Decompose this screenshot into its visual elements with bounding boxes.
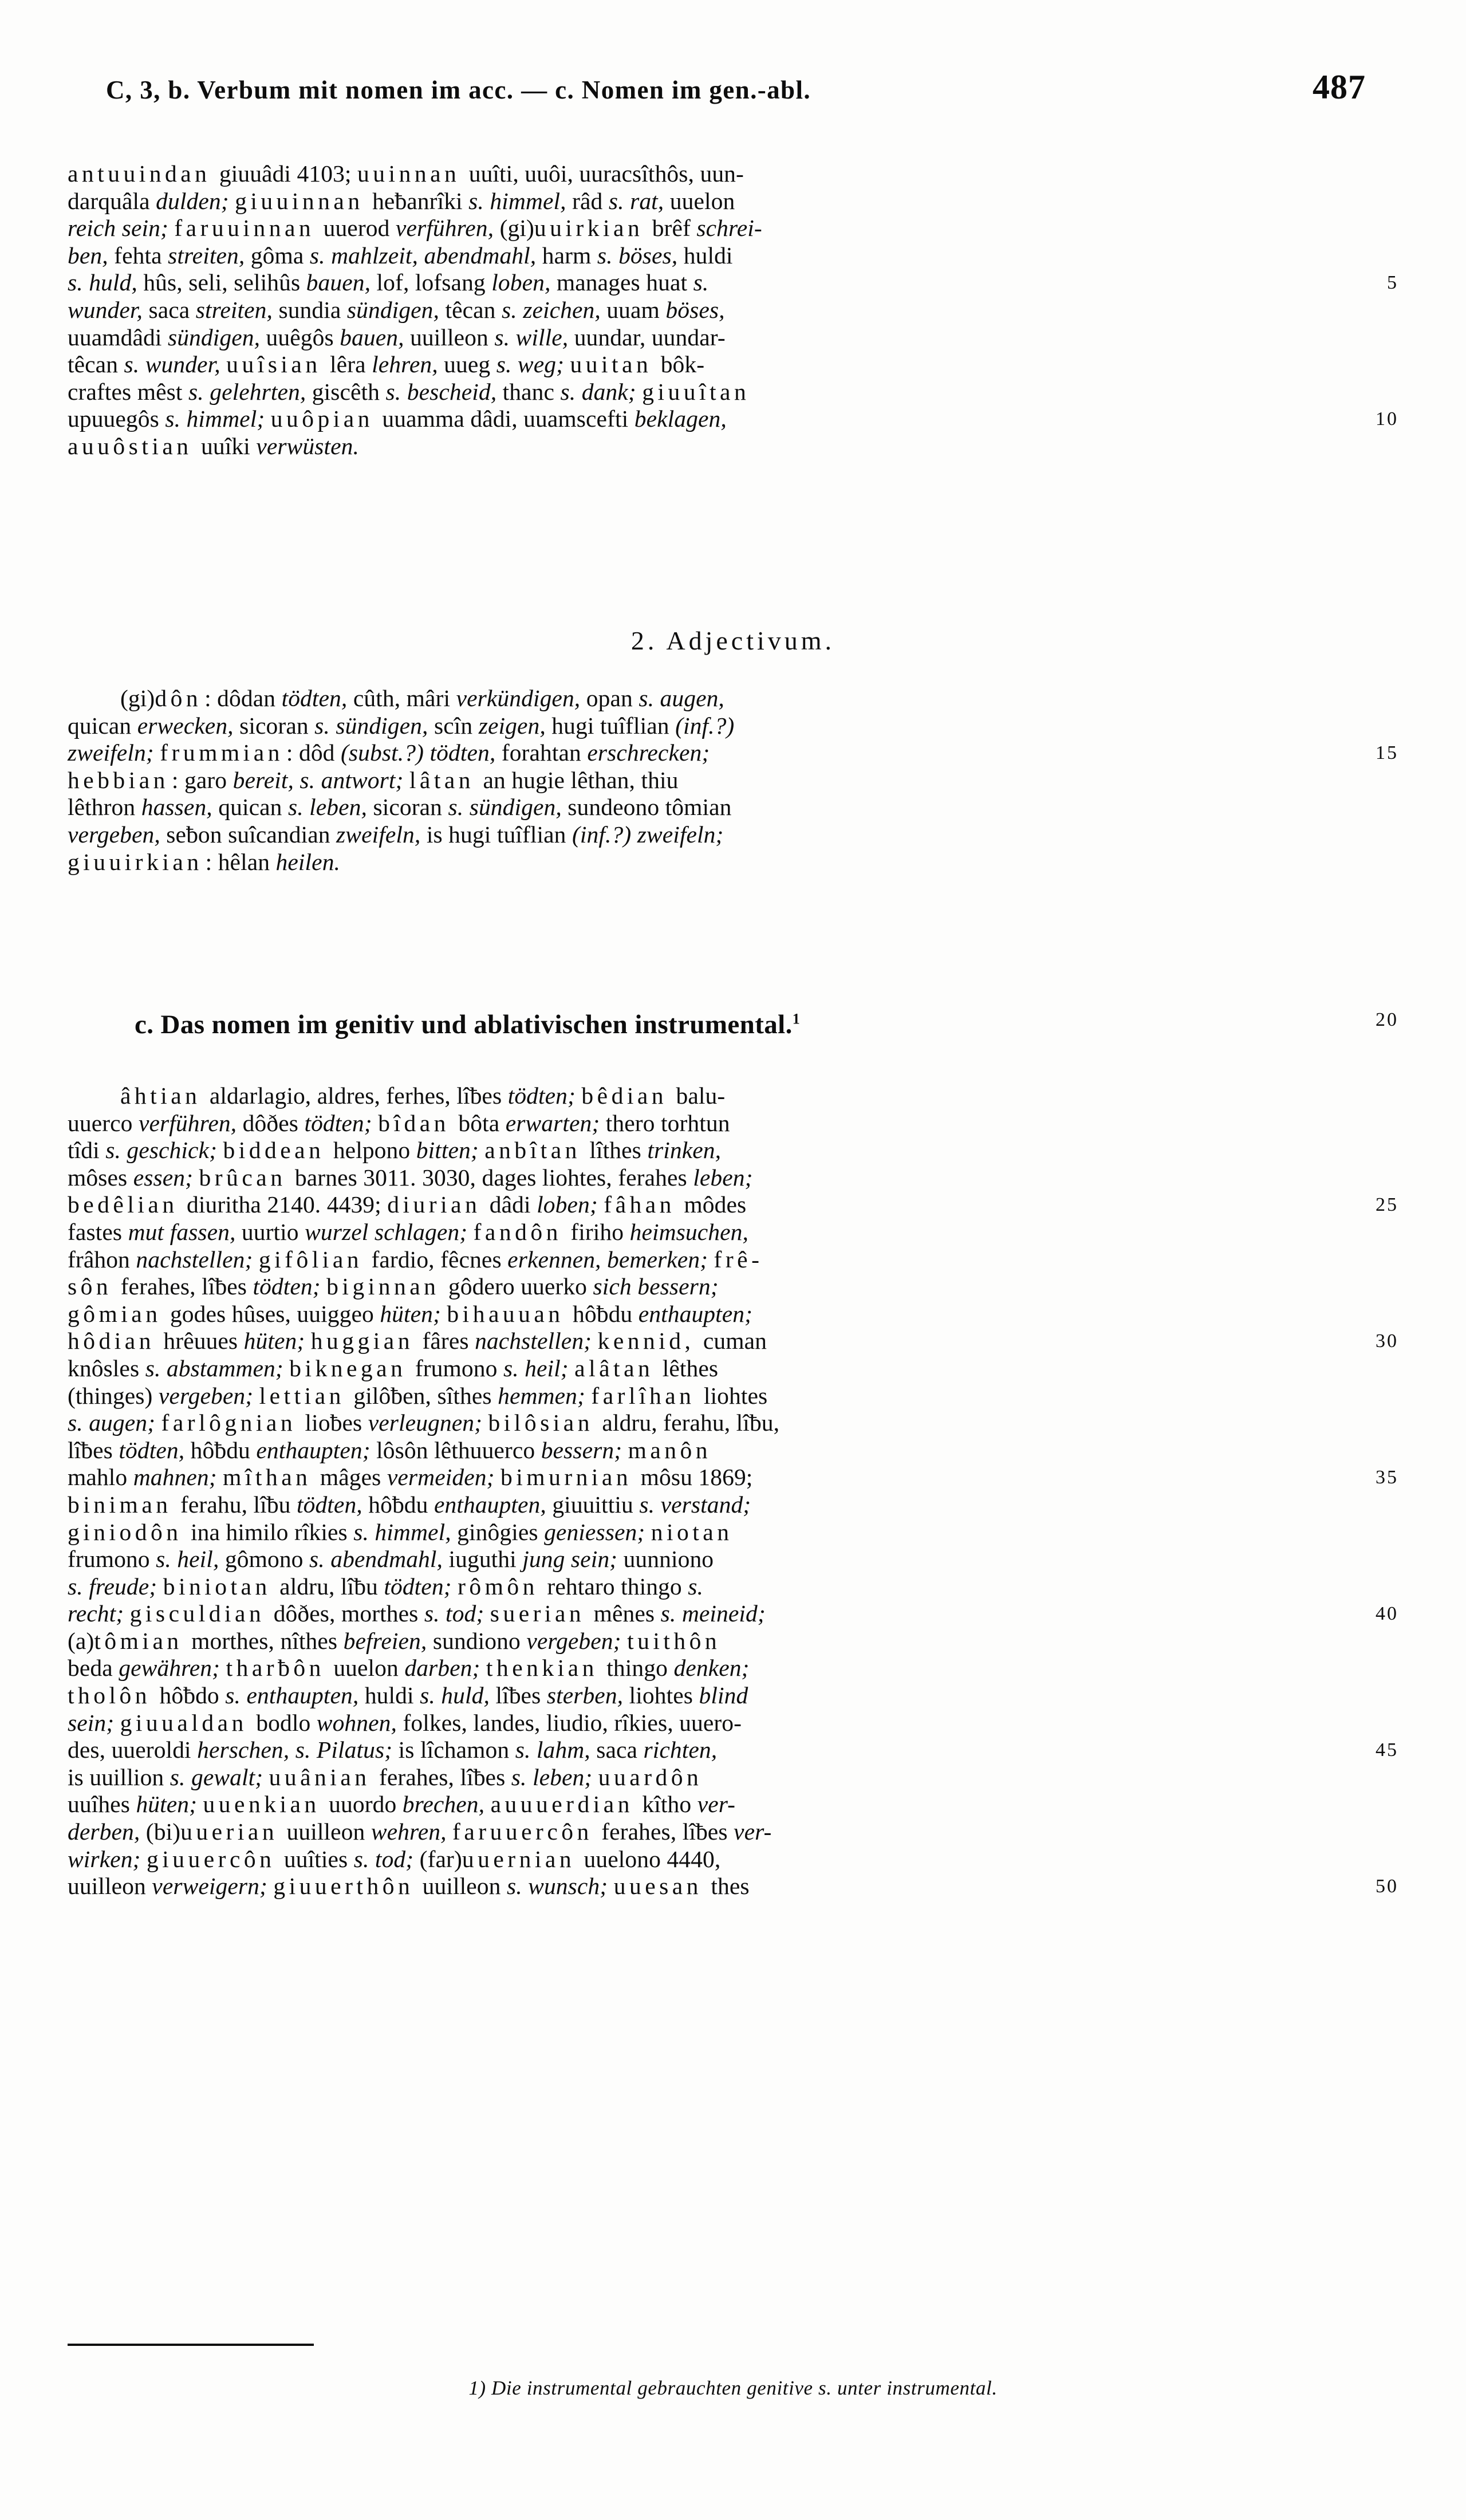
text-line: [68, 160, 1398, 188]
text-line: [68, 1137, 1398, 1164]
section-verbum-body: [68, 160, 1398, 460]
text-line: [68, 324, 1398, 352]
text-line-content: knôsles s. abstammen; biknegan frumono s. heil; alâtan lêthes: [68, 1354, 719, 1381]
text-line: [68, 1273, 1398, 1301]
text-line-content: wirken; giuuercôn uuîties s. tod; (far)uuernian uuelono 4440,: [68, 1845, 721, 1872]
text-line: [68, 1655, 1398, 1682]
text-line: [68, 1301, 1398, 1328]
text-line: [68, 685, 1398, 712]
text-line-content: beda gewähren; tharƀôn uuelon darben; thenkian thingo denken;: [68, 1655, 750, 1682]
text-line: [68, 1082, 1398, 1110]
text-line: [68, 821, 1398, 849]
text-line: [68, 351, 1398, 379]
text-line-content: lêthron hassen, quican s. leben, sicoran s. sündigen, sundeono tômian: [68, 794, 732, 821]
text-line: [68, 1873, 1398, 1900]
text-line-content: vergeben, seƀon suîcandian zweifeln, is hugi tuîflian (inf.?) zweifeln;: [68, 821, 724, 848]
text-line: [68, 767, 1398, 794]
footnote-rule: [68, 2344, 314, 2346]
text-line: [68, 794, 1398, 821]
line-number-marker: 50: [1376, 1876, 1398, 1897]
text-line-content: recht; gisculdian dôðes, morthes s. tod; suerian mênes s. meineid;: [68, 1600, 766, 1627]
text-line-content: sôn ferahes, lîƀes tödten; biginnan gôdero uuerko sich bessern;: [68, 1273, 719, 1300]
text-line-content: uuamdâdi sündigen, uuêgôs bauen, uuilleon s. wille, uundar, uundar-: [68, 324, 726, 351]
text-line-content: têcan s. wunder, uuîsian lêra lehren, uueg s. weg; uuitan bôk-: [68, 351, 705, 378]
text-line-content: derben, (bi)uuerian uuilleon wehren, faruuercôn ferahes, lîƀes ver-: [68, 1818, 772, 1845]
text-line-content: biniman ferahu, lîƀu tödten, hôƀdu enthaupten, giuuittiu s. verstand;: [68, 1491, 751, 1518]
text-line-content: reich sein; faruuinnan uuerod verführen, (gi)uuirkian brêf schrei-: [68, 215, 762, 242]
footnote-text: Die instrumental gebrauchten genitive s. unter instrumental.: [491, 2377, 998, 2399]
text-line: [68, 1764, 1398, 1791]
line-number-marker: 20: [1376, 1009, 1398, 1030]
text-line: [68, 739, 1398, 767]
text-line-content: ben, fehta streiten, gôma s. mahlzeit, abendmahl, harm s. böses, huldi: [68, 242, 733, 269]
text-line-content: auuôstian uuîki verwüsten.: [68, 432, 359, 459]
text-line: [68, 1328, 1398, 1355]
text-line-content: sein; giuualdan bodlo wohnen, folkes, landes, liudio, rîkies, uuero-: [68, 1709, 742, 1736]
text-line: [68, 297, 1398, 324]
text-line-content: darquâla dulden; giuuinnan heƀanrîki s. himmel, râd s. rat, uuelon: [68, 187, 735, 214]
text-line: [68, 1519, 1398, 1546]
text-line: [68, 433, 1398, 460]
text-line: [68, 1628, 1398, 1655]
text-line-content: zweifeln; frummian : dôd (subst.?) tödten, forahtan erschrecken;: [68, 739, 710, 766]
section-genitiv-body: [68, 1082, 1398, 1900]
text-line: [68, 1791, 1398, 1818]
footnote-marker: 1): [468, 2377, 486, 2399]
text-line: [68, 1710, 1398, 1737]
text-line-content: craftes mêst s. gelehrten, giscêth s. bescheid, thanc s. dank; giuuîtan: [68, 378, 750, 405]
text-line-content: uuilleon verweigern; giuuerthôn uuilleon s. wunsch; uuesan thes: [68, 1873, 750, 1900]
line-number-marker: 30: [1376, 1330, 1398, 1352]
text-line: [68, 1682, 1398, 1710]
footnote-reference: 1: [792, 1010, 801, 1027]
text-line: [68, 1355, 1398, 1383]
text-line: [68, 1573, 1398, 1601]
line-number-marker: 40: [1376, 1603, 1398, 1625]
text-line-content: is uuillion s. gewalt; uuânian ferahes, lîƀes s. leben; uuardôn: [68, 1763, 703, 1790]
text-line-content: tîdi s. geschick; biddean helpono bitten; anbîtan lîthes trinken,: [68, 1137, 722, 1164]
text-line-content: (thinges) vergeben; lettian gilôƀen, sîthes hemmen; farlîhan liohtes: [68, 1382, 768, 1409]
text-line: [68, 379, 1398, 406]
text-line-content: hôdian hrêuues hüten; huggian fâres nachstellen; kennid, cuman: [68, 1328, 767, 1354]
text-line: [68, 849, 1398, 876]
text-line: [68, 1846, 1398, 1873]
running-head-title: C, 3, b. Verbum mit nomen im acc. — c. Nomen im gen.-abl.: [106, 76, 811, 104]
text-line-content: môses essen; brûcan barnes 3011. 3030, dages liohtes, ferahes leben;: [68, 1164, 753, 1191]
line-number-marker: 45: [1376, 1739, 1398, 1761]
line-number-marker: 10: [1376, 408, 1398, 430]
text-line-content: wunder, saca streiten, sundia sündigen, têcan s. zeichen, uuam böses,: [68, 296, 725, 323]
page-folio-number: 487: [1313, 68, 1366, 106]
text-line: [68, 1546, 1398, 1573]
text-line-content: frâhon nachstellen; gifôlian fardio, fêcnes erkennen, bemerken; frê-: [68, 1246, 763, 1273]
text-line-content: des, uueroldi herschen, s. Pilatus; is lîchamon s. lahm, saca richten,: [68, 1737, 718, 1763]
text-line: [68, 1246, 1398, 1274]
text-line: [68, 1110, 1398, 1137]
text-line-content: bedêlian diuritha 2140. 4439; diurian dâdi loben; fâhan môdes: [68, 1191, 747, 1218]
footnote: [0, 2377, 1466, 2400]
text-line-content: antuuindan giuuâdi 4103; uuinnan uuîti, uuôi, uuracsîthôs, uun-: [68, 160, 744, 187]
line-number-marker: 25: [1376, 1194, 1398, 1216]
text-line: [68, 1383, 1398, 1410]
text-line: [68, 1600, 1398, 1628]
subheading-adjectivum: 2. Adjectivum.: [630, 626, 836, 655]
text-line: [68, 1219, 1398, 1246]
running-head: [106, 68, 1366, 107]
text-line: [68, 712, 1398, 740]
text-line: [68, 1818, 1398, 1846]
text-line: [68, 242, 1398, 270]
text-line: [68, 188, 1398, 215]
text-line: [68, 1464, 1398, 1491]
text-line-content: uuîhes hüten; uuenkian uuordo brechen, auuuerdian kîtho ver-: [68, 1791, 736, 1818]
text-line-content: gômian godes hûses, uuiggeo hüten; bihauuan hôƀdu enthaupten;: [68, 1300, 753, 1327]
text-line-content: quican erwecken, sicoran s. sündigen, scîn zeigen, hugi tuîflian (inf.?): [68, 712, 735, 739]
text-line-content: giniodôn ina himilo rîkies s. himmel, ginôgies geniessen; niotan: [68, 1518, 733, 1545]
section-heading-genitiv: [135, 1009, 1398, 1040]
text-line-content: âhtian aldarlagio, aldres, ferhes, lîƀes tödten; bêdian balu-: [120, 1082, 726, 1109]
section-adjectivum-body: [68, 685, 1398, 876]
text-line: [68, 1437, 1398, 1464]
text-line: [68, 1191, 1398, 1219]
text-line-content: hebbian : garo bereit, s. antwort; lâtan an hugie lêthan, thiu: [68, 766, 679, 793]
text-line: [68, 1409, 1398, 1437]
text-line-content: s. huld, hûs, seli, selihûs bauen, lof, lofsang loben, manages huat s.: [68, 269, 709, 296]
line-number-marker: 35: [1376, 1467, 1398, 1489]
text-line-content: (gi)dôn : dôdan tödten, cûth, mâri verkündigen, opan s. augen,: [120, 685, 724, 711]
line-number-marker: 15: [1376, 742, 1398, 764]
text-line-content: fastes mut fassen, uurtio wurzel schlagen; fandôn firiho heimsuchen,: [68, 1218, 748, 1245]
text-line-content: tholôn hôƀdo s. enthaupten, huldi s. huld, lîƀes sterben, liohtes blind: [68, 1682, 748, 1709]
line-number-marker: 5: [1387, 272, 1398, 294]
text-line-content: mahlo mahnen; mîthan mâges vermeiden; bimurnian môsu 1869;: [68, 1464, 753, 1491]
text-line-content: upuuegôs s. himmel; uuôpian uuamma dâdi, uuamscefti beklagen,: [68, 405, 727, 432]
text-line-content: s. freude; biniotan aldru, lîƀu tödten; rômôn rehtaro thingo s.: [68, 1573, 703, 1600]
text-line: [68, 1737, 1398, 1764]
text-line: [68, 1491, 1398, 1519]
text-line: [68, 269, 1398, 297]
text-line: [68, 215, 1398, 242]
text-line: [68, 1164, 1398, 1192]
text-line: [68, 405, 1398, 433]
text-line-content: s. augen; farlôgnian lioƀes verleugnen; bilôsian aldru, ferahu, lîƀu,: [68, 1409, 780, 1436]
text-line-content: lîƀes tödten, hôƀdu enthaupten; lôsôn lêthuuerco bessern; manôn: [68, 1436, 712, 1463]
section-heading-text: c. Das nomen im genitiv und ablativischen instrumental.: [135, 1010, 793, 1040]
text-line-content: uuerco verführen, dôðes tödten; bîdan bôta erwarten; thero torhtun: [68, 1109, 730, 1136]
text-line-content: (a)tômian morthes, nîthes befreien, sundiono vergeben; tuithôn: [68, 1627, 721, 1654]
text-line-content: giuuirkian : hêlan heilen.: [68, 848, 341, 875]
text-line-content: frumono s. heil, gômono s. abendmahl, iuguthi jung sein; uunniono: [68, 1546, 714, 1573]
